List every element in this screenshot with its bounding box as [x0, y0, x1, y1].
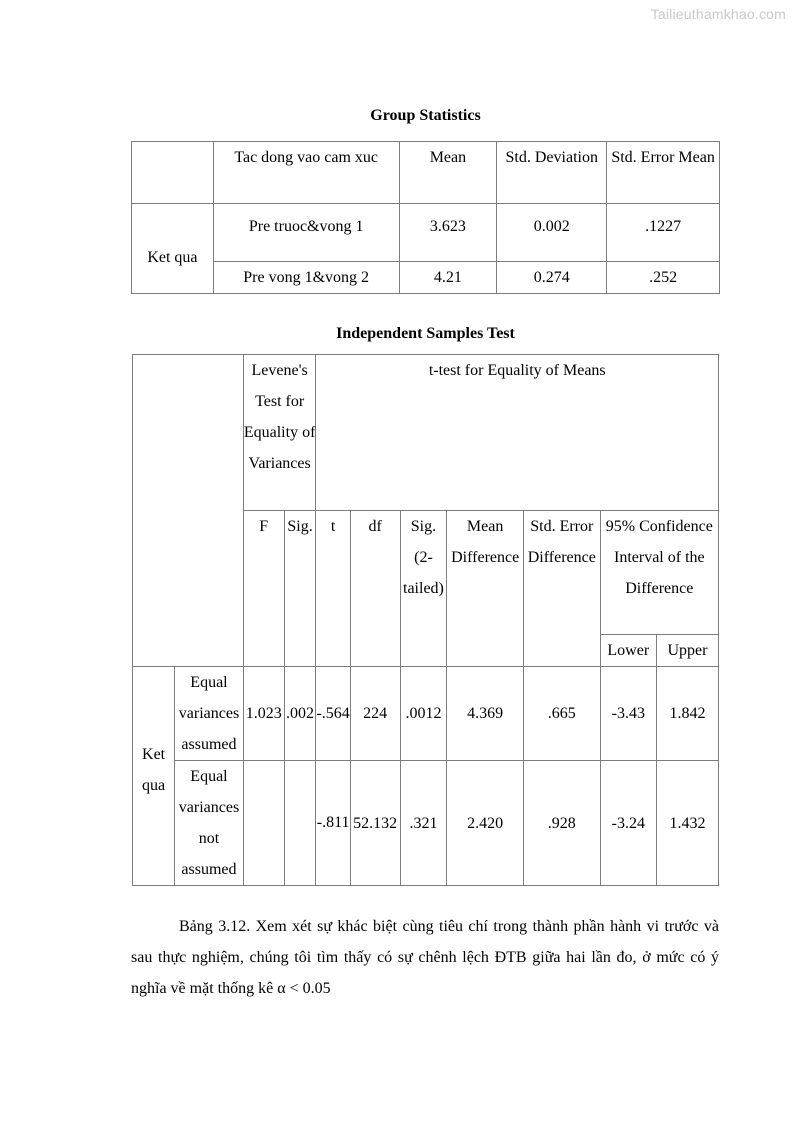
- table-cell: .0012: [400, 667, 447, 761]
- header-cell: F: [243, 511, 284, 667]
- table-cell: .1227: [607, 204, 720, 262]
- independent-samples-table: [132, 354, 719, 886]
- header-cell: Upper: [656, 635, 718, 667]
- header-cell: Std. Deviation: [497, 142, 607, 204]
- header-cell: t: [316, 511, 350, 667]
- table-row: [132, 204, 720, 262]
- header-cell: Sig. (2-tailed): [400, 511, 447, 667]
- row-label-cell: Ket qua: [133, 667, 175, 886]
- header-cell: Mean: [399, 142, 497, 204]
- empty-header-cell: [133, 355, 244, 667]
- table-cell: 0.002: [497, 204, 607, 262]
- row-label-cell: Ket qua: [132, 204, 214, 294]
- table-cell: Equal variances not assumed: [175, 761, 244, 886]
- header-cell: Tac dong vao cam xuc: [213, 142, 399, 204]
- table-header-row: [132, 142, 720, 204]
- table-cell: 1.432: [656, 761, 718, 886]
- table-cell: .252: [607, 262, 720, 294]
- table-cell: .665: [523, 667, 600, 761]
- header-cell: df: [350, 511, 400, 667]
- table-cell: 3.623: [399, 204, 497, 262]
- watermark: Tailieuthamkhao.com: [650, 6, 786, 22]
- table-cell: Pre vong 1&vong 2: [213, 262, 399, 294]
- table-cell: -.811: [316, 761, 350, 886]
- header-cell: Mean Difference: [447, 511, 524, 667]
- table-cell: 224: [350, 667, 400, 761]
- group-statistics-table: [131, 141, 720, 294]
- header-cell: Sig.: [284, 511, 316, 667]
- table-row: [133, 667, 719, 761]
- table-cell: Pre truoc&vong 1: [213, 204, 399, 262]
- table-cell: .002: [284, 667, 316, 761]
- table-header-row: [133, 355, 719, 511]
- table-cell: [284, 761, 316, 886]
- table-cell: .321: [400, 761, 447, 886]
- table-cell: 1.023: [243, 667, 284, 761]
- header-cell: Std. Error Difference: [523, 511, 600, 667]
- header-cell: Std. Error Mean: [607, 142, 720, 204]
- ttest-header-cell: t-test for Equality of Means: [316, 355, 719, 511]
- table-cell: [243, 761, 284, 886]
- table-cell: 52.132: [350, 761, 400, 886]
- levene-header-cell: Levene's Test for Equality of Variances: [243, 355, 316, 511]
- table-cell: -3.43: [600, 667, 656, 761]
- group-statistics-title: Group Statistics: [370, 107, 481, 124]
- table-cell: 4.21: [399, 262, 497, 294]
- body-paragraph: [131, 911, 719, 1004]
- independent-test-title: Independent Samples Test: [336, 325, 515, 342]
- table-cell: Equal variances assumed: [175, 667, 244, 761]
- header-cell: 95% Confidence Interval of the Difference: [600, 511, 718, 635]
- header-cell: Lower: [600, 635, 656, 667]
- table-cell: -3.24: [600, 761, 656, 886]
- table-cell: 1.842: [656, 667, 718, 761]
- table-cell: 0.274: [497, 262, 607, 294]
- table-row: [132, 262, 720, 294]
- table-cell: 4.369: [447, 667, 524, 761]
- table-cell: -.564: [316, 667, 350, 761]
- table-row: [133, 761, 719, 886]
- table-cell: .928: [523, 761, 600, 886]
- paragraph-text: Bảng 3.12. Xem xét sự khác biệt cùng tiêu chí trong thành phần hành vi trước và sau thực nghiệm, chúng tôi tìm thấy có sự chênh lệch ĐTB giữa hai lần đo, ở mức có ý nghĩa về mặt thống kê α < 0.05: [131, 918, 719, 997]
- empty-header-cell: [132, 142, 214, 204]
- table-cell: 2.420: [447, 761, 524, 886]
